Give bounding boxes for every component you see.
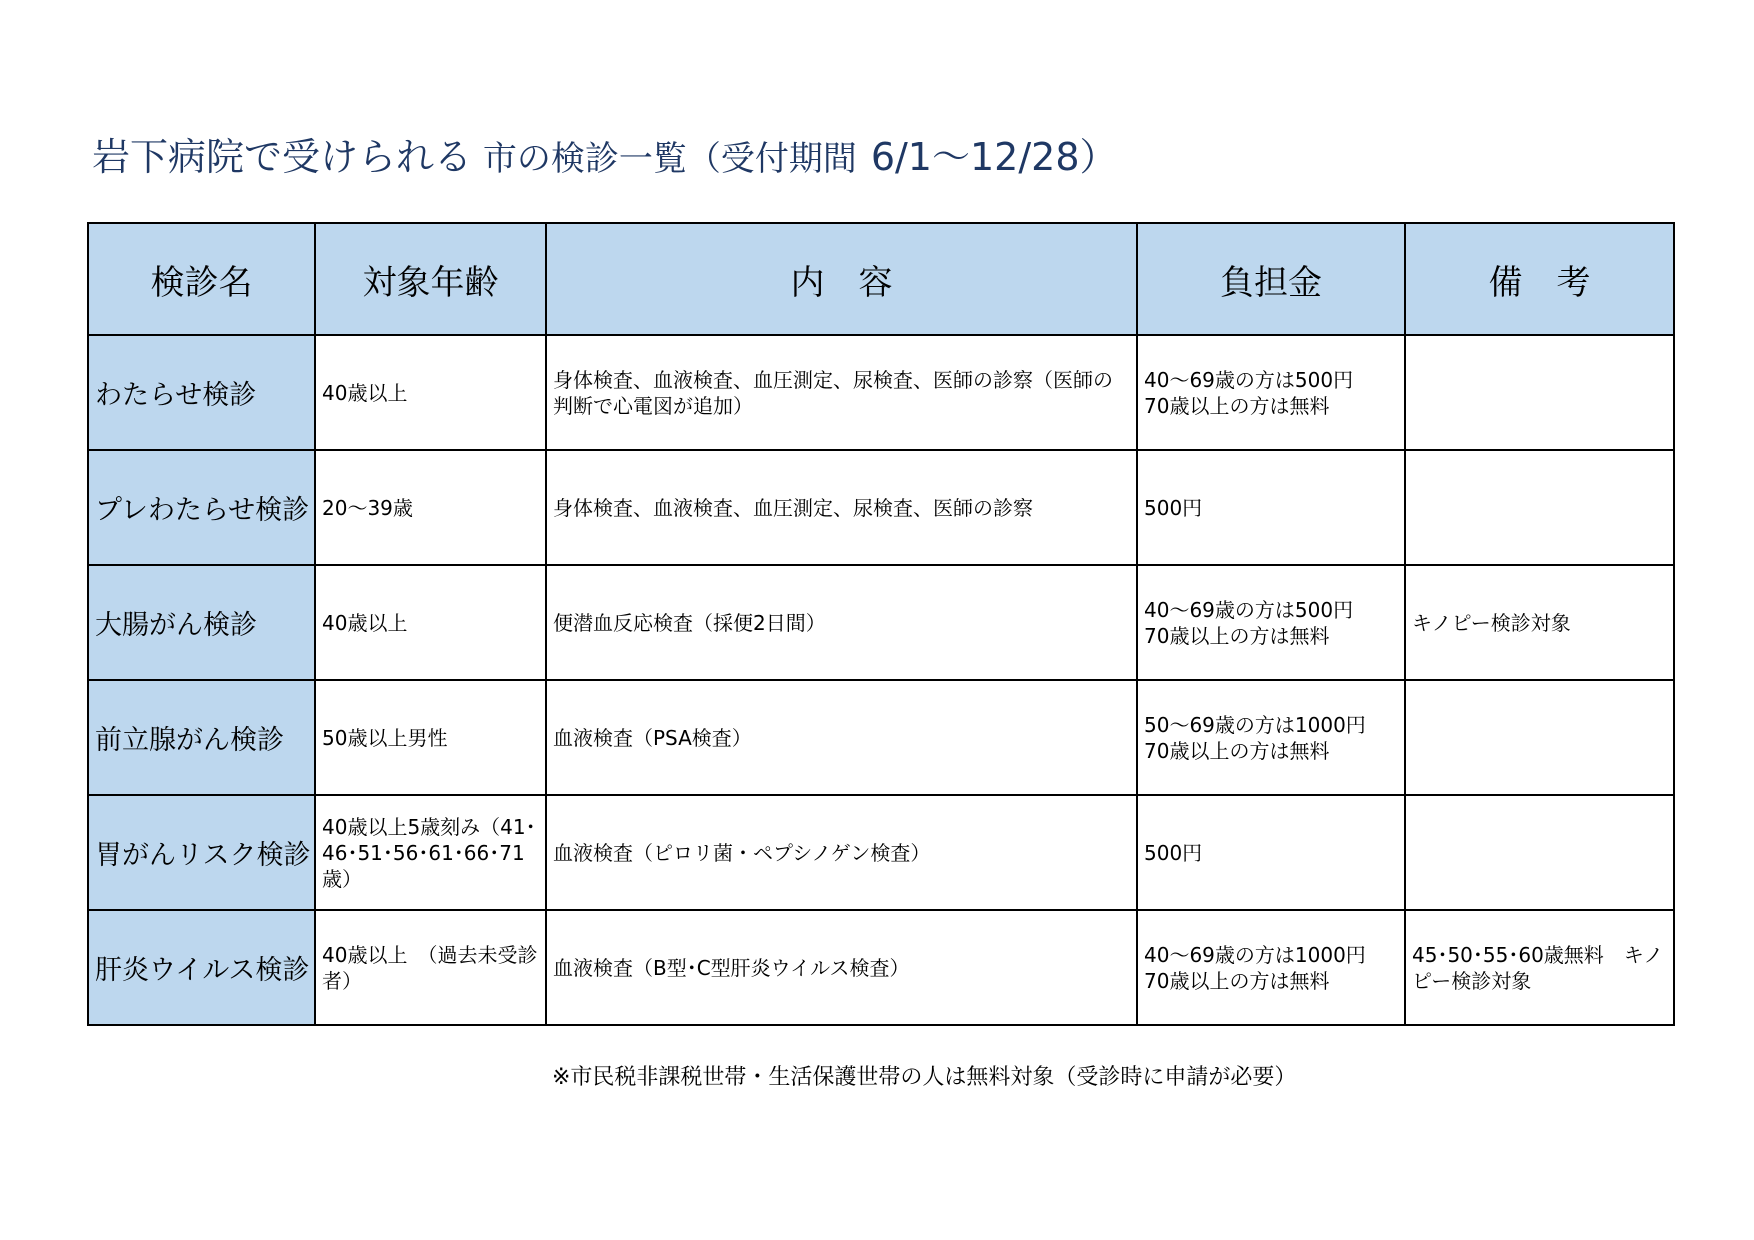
table-header-row (88, 223, 1674, 335)
table-row (88, 910, 1674, 1025)
note-cell: 45･50･55･60歳無料 キノピー検診対象 (1405, 910, 1674, 1025)
fee-cell: 50〜69歳の方は1000円 70歳以上の方は無料 (1137, 680, 1405, 795)
exam-name-cell: 胃がんリスク検診 (88, 795, 315, 910)
fee-cell: 40〜69歳の方は1000円 70歳以上の方は無料 (1137, 910, 1405, 1025)
header-fee: 負担金 (1137, 223, 1405, 335)
title-period: 6/1〜12/28） (870, 135, 1118, 179)
table-row (88, 565, 1674, 680)
age-cell: 50歳以上男性 (315, 680, 546, 795)
note-cell (1405, 795, 1674, 910)
title-main: 岩下病院で受けられる (92, 135, 473, 179)
footnote: ※市民税非課税世帯・生活保護世帯の人は無料対象（受診時に申請が必要） (552, 1065, 1297, 1090)
content-cell: 身体検査、血液検査、血圧測定、尿検査、医師の診察 (546, 450, 1137, 565)
age-cell: 40歳以上 (315, 565, 546, 680)
age-cell: 40歳以上 （過去未受診者） (315, 910, 546, 1025)
content-cell: 血液検査（B型･C型肝炎ウイルス検査） (546, 910, 1137, 1025)
fee-cell: 500円 (1137, 795, 1405, 910)
exam-name-cell: 大腸がん検診 (88, 565, 315, 680)
title-sub: 市の検診一覧（受付期間 (472, 139, 857, 179)
exam-name-cell: わたらせ検診 (88, 335, 315, 450)
note-cell (1405, 335, 1674, 450)
header-exam-name: 検診名 (88, 223, 315, 335)
fee-cell: 40〜69歳の方は500円 70歳以上の方は無料 (1137, 335, 1405, 450)
table-row (88, 795, 1674, 910)
exam-name-cell: 前立腺がん検診 (88, 680, 315, 795)
age-cell: 40歳以上 (315, 335, 546, 450)
header-target-age: 対象年齢 (315, 223, 546, 335)
content-cell: 身体検査、血液検査、血圧測定、尿検査、医師の診察（医師の判断で心電図が追加） (546, 335, 1137, 450)
content-cell: 血液検査（ピロリ菌・ペプシノゲン検査） (546, 795, 1137, 910)
note-cell: キノピー検診対象 (1405, 565, 1674, 680)
header-note: 備 考 (1405, 223, 1674, 335)
age-cell: 40歳以上5歳刻み（41･46･51･56･61･66･71歳） (315, 795, 546, 910)
note-cell (1405, 680, 1674, 795)
content-cell: 血液検査（PSA検査） (546, 680, 1137, 795)
note-cell (1405, 450, 1674, 565)
exam-name-cell: プレわたらせ検診 (88, 450, 315, 565)
page-title (92, 126, 1118, 181)
fee-cell: 500円 (1137, 450, 1405, 565)
content-cell: 便潜血反応検査（採便2日間） (546, 565, 1137, 680)
table-row (88, 450, 1674, 565)
header-content: 内 容 (546, 223, 1137, 335)
exam-name-cell: 肝炎ウイルス検診 (88, 910, 315, 1025)
exam-table (87, 222, 1675, 1026)
table-row (88, 680, 1674, 795)
table-row (88, 335, 1674, 450)
age-cell: 20〜39歳 (315, 450, 546, 565)
fee-cell: 40〜69歳の方は500円 70歳以上の方は無料 (1137, 565, 1405, 680)
